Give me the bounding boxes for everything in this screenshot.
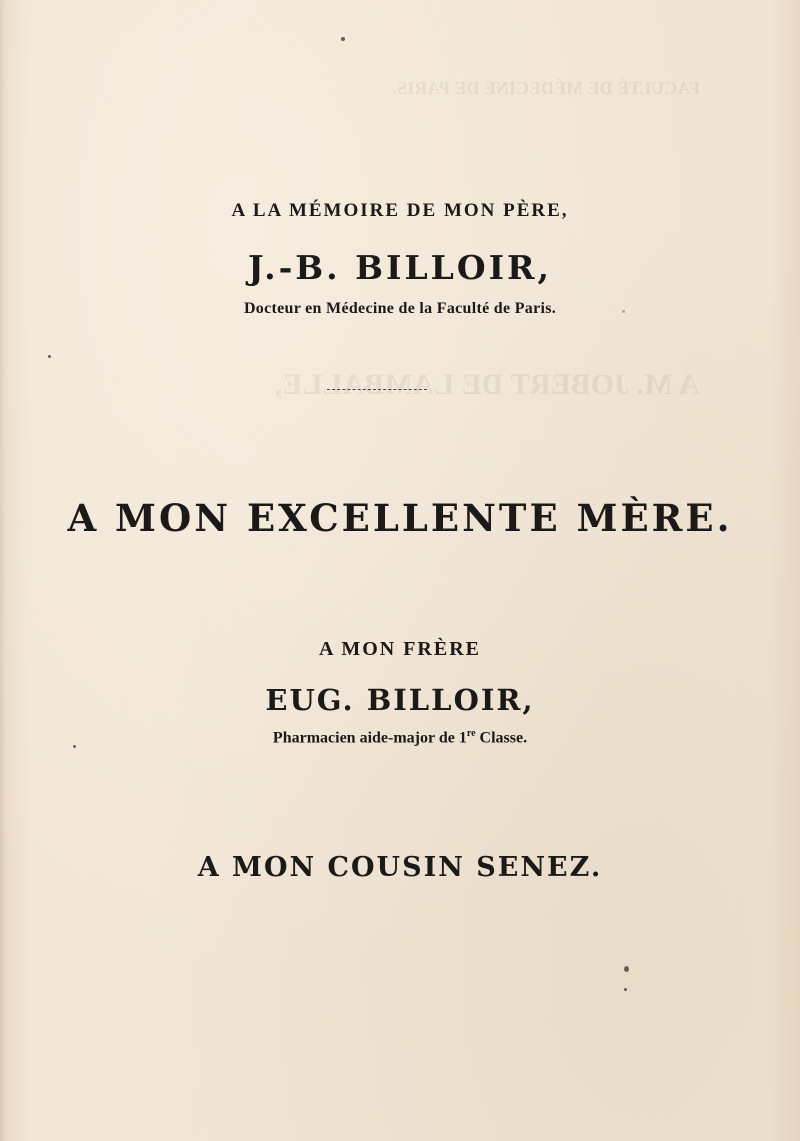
brother-title-superscript: re — [466, 728, 476, 739]
show-through-text-top: FACULTÉ DE MÉDECINE DE PARIS. — [392, 78, 700, 98]
paper-speck — [73, 745, 76, 748]
brother-title-text: Pharmacien aide-major de 1 — [272, 729, 467, 747]
brother-title-suffix: Classe. — [475, 729, 528, 747]
paper-speck — [48, 355, 51, 358]
brother-title — [0, 728, 800, 747]
dedication-father-heading: A LA MÉMOIRE DE MON PÈRE, — [231, 200, 569, 221]
paper-speck — [341, 37, 345, 41]
dedication-cousin: A MON COUSIN SENEZ. — [197, 852, 603, 883]
show-through-text: A M. JOBERT DE LAMBALLE, — [274, 368, 700, 401]
separator-rule — [327, 389, 427, 390]
paper-speck — [624, 966, 629, 972]
father-title: Docteur en Médecine de la Faculté de Paris. — [243, 300, 557, 317]
brother-name: EUG. BILLOIR, — [265, 683, 535, 717]
paper-speck — [624, 988, 627, 991]
father-name: J.-B. BILLOIR, — [248, 248, 552, 287]
dedication-brother-heading: A MON FRÈRE — [319, 638, 481, 660]
dedication-mother: A MON EXCELLENTE MÈRE. — [67, 496, 733, 540]
paper-speck — [622, 310, 625, 313]
